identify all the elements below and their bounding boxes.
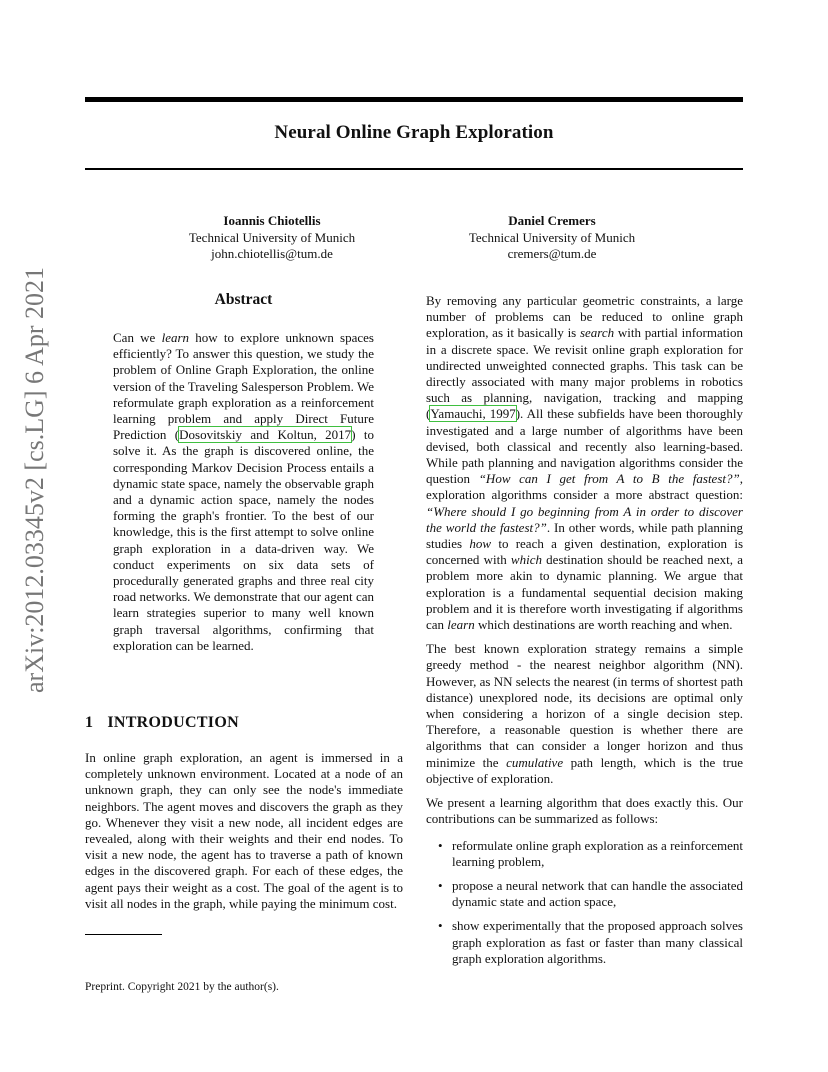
- author-email: john.chiotellis@tum.de: [211, 246, 333, 261]
- section-heading: [85, 714, 239, 732]
- arxiv-identifier: arXiv:2012.03345v2 [cs.LG] 6 Apr 2021: [20, 266, 49, 693]
- abstract-emphasis: learn: [161, 330, 190, 345]
- emphasis: cumulative: [506, 754, 564, 770]
- author-affiliation: Technical University of Munich: [468, 229, 636, 245]
- text: path length, which is the true objective of exploration.: [426, 754, 743, 786]
- footnote-rule: [85, 934, 162, 935]
- section-number: 1: [85, 714, 94, 731]
- list-item: [438, 877, 743, 910]
- text: , exploration algorithms consider a more abstract question:: [426, 471, 743, 503]
- author-affiliation: Technical University of Munich: [188, 229, 356, 245]
- author-email: cremers@tum.de: [507, 246, 597, 261]
- citation-link[interactable]: Yamauchi, 1997: [430, 406, 516, 422]
- emphasis: which: [510, 552, 542, 568]
- paper-title: Neural Online Graph Exploration: [274, 122, 554, 143]
- abstract-text: Can we: [113, 330, 162, 345]
- text: ). All these subfields have been thoroughly investigated and a large number of algorithms have been devised, both classical and recently also learning-based. While path planning and navigation algorithms consider the question: [426, 406, 743, 487]
- author-block-2: [452, 213, 652, 263]
- abstract-heading: Abstract: [214, 291, 273, 308]
- section-title: INTRODUCTION: [107, 714, 239, 731]
- contributions-list: [426, 838, 743, 967]
- bullet-icon: •: [438, 918, 443, 934]
- intro-paragraph: [85, 750, 403, 912]
- emphasis: learn: [447, 617, 475, 633]
- list-item: [438, 918, 743, 967]
- abstract-body: [113, 330, 374, 654]
- paragraph: [426, 641, 743, 787]
- emphasis: how: [469, 536, 492, 552]
- text: with partial information in a discrete space. We revisit online graph exploration for undirected unweighted connected graphs. This task can be directly associated with many major problems in robotics such as planning, navigation, tracking and mapping (: [426, 325, 743, 422]
- author-name: Daniel Cremers: [508, 213, 596, 228]
- emphasis: “Where should I go beginning from A in order to discover the world the fastest?”: [426, 503, 743, 535]
- top-rule: [85, 97, 743, 102]
- text: The best known exploration strategy remains a simple greedy method - the nearest neighbor algorithm (NN). However, as NN selects the nearest (in terms of shortest path distance) unexplored node, its decisions are optimal only when considering a horizon of a single decision step. Therefore, a reasonable question is whether there are algorithms that can consider a longer horizon and thus minimize the: [426, 641, 743, 770]
- author-block-1: [172, 213, 372, 263]
- text: which destinations are worth reaching and when.: [474, 617, 733, 633]
- text: . In other words, while path planning studies: [426, 519, 744, 552]
- title-bottom-rule: [85, 168, 743, 170]
- bullet-icon: •: [438, 877, 443, 893]
- abstract-text: ) to solve it. As the graph is discovered online, the corresponding Markov Decision Process entails a dynamic state space, namely the observable graph and a dynamic action space, namely the nodes forming the graph's frontier. To the best of our knowledge, this is the first attempt to solve online graph exploration in a data-driven way. We conduct experiments on six data sets of procedurally generated graphs and three real city road networks. We demonstrate that our agent can learn strategies superior to many well known graph traversal algorithms, confirming that exploration can be learned.: [113, 427, 374, 653]
- footnote-text: Preprint. Copyright 2021 by the author(s).: [85, 981, 279, 993]
- list-item-text: reformulate online graph exploration as a reinforcement learning problem,: [452, 837, 743, 869]
- author-name: Ioannis Chiotellis: [223, 213, 321, 228]
- citation-link[interactable]: Dosovitskiy and Koltun, 2017: [179, 427, 352, 443]
- emphasis: search: [579, 325, 615, 341]
- text: By removing any particular geometric constraints, a large number of problems can be reduced to online graph exploration, as it basically is: [426, 293, 743, 341]
- abstract-text: how to explore unknown spaces efficiently? To answer this question, we study the problem of Online Graph Exploration, the online version of the Traveling Salesperson Problem. We reformulate graph exploration as a reinforcement learning problem and apply Direct Future Prediction (: [113, 330, 374, 443]
- text: destination should be reached next, a problem more akin to dynamic planning. We argue that exploration is a fundamental sequential decision making problem and it is therefore worth investigating if algorithms can: [426, 552, 743, 633]
- right-column: [426, 293, 743, 975]
- list-item: [438, 837, 743, 870]
- emphasis: “How can I get from A to B the fastest?”: [478, 471, 740, 487]
- list-item-text: propose a neural network that can handle the associated dynamic state and action space,: [452, 877, 743, 910]
- paragraph: [426, 293, 743, 633]
- paragraph: We present a learning algorithm that does exactly this. Our contributions can be summarized as follows:: [426, 795, 743, 827]
- text: to reach a given destination, exploration is concerned with: [426, 536, 743, 568]
- intro-text: In online graph exploration, an agent is immersed in a completely unknown environment. Located at a node of an unknown graph, they can only see the node's immediate neighbors. The agent moves and discovers the graph as they go. Whenever they visit a new node, all incident edges are revealed, along with their weights and their end nodes. To visit a new node, the agent has to traverse a path of known edges in the discovered graph. For each of these edges, the agent pays their weight as a cost. The goal of the agent is to visit all nodes in the graph, while paying the minimum cost.: [85, 750, 403, 911]
- bullet-icon: •: [438, 837, 443, 853]
- list-item-text: show experimentally that the proposed approach solves graph exploration as fast or faster than many classical graph exploration algorithms.: [452, 918, 743, 966]
